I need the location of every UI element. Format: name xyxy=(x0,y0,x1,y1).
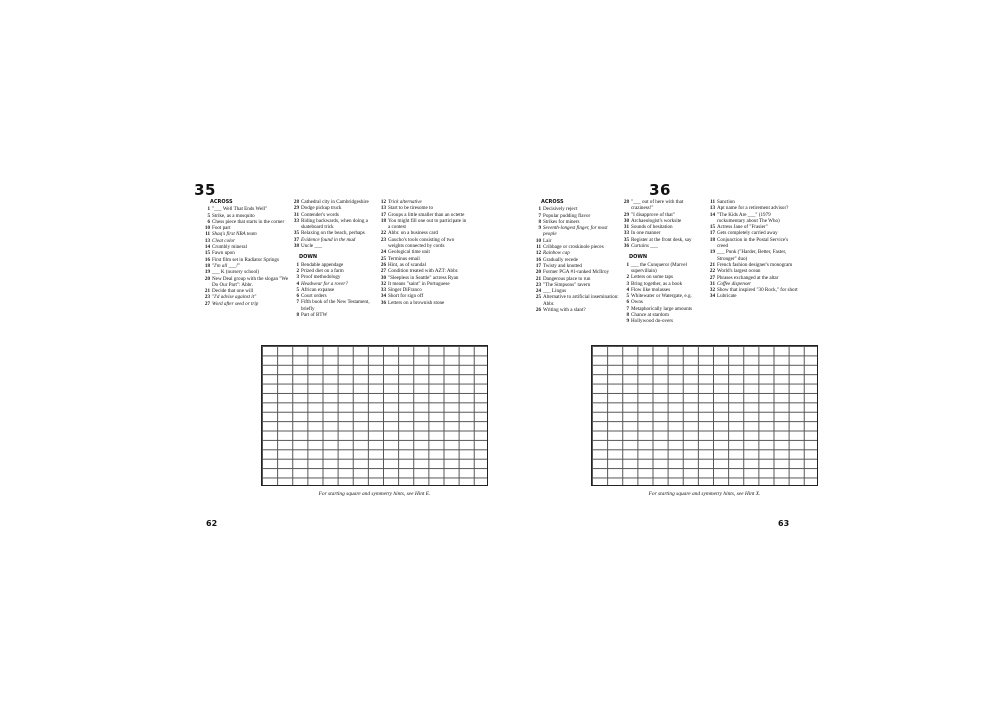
clue-number: 1 xyxy=(538,206,541,213)
clue-text: Decisively reject xyxy=(543,206,578,213)
clue-number: 9 xyxy=(538,225,541,232)
clue-number: 22 xyxy=(709,268,715,275)
clue-text: Foot part xyxy=(212,225,231,232)
across-heading: ACROSS xyxy=(210,199,233,205)
clue-text: Uncle ___ xyxy=(301,243,323,250)
clue-text: Terminus email xyxy=(388,255,420,262)
clue-number: 18 xyxy=(380,217,386,224)
clue-text: Seventh-longest finger, for most people xyxy=(543,225,608,238)
clue-text: Lair xyxy=(543,237,552,244)
clue-number: 14 xyxy=(204,244,210,251)
clue-text: Gaucho's tools consisting of two weights connected by cords xyxy=(388,236,455,250)
clue-text: Letters on some taps xyxy=(631,274,674,281)
clue-number: 36 xyxy=(380,299,386,306)
clue-text: "___ out of here with that craziness!" xyxy=(631,199,684,212)
clue-text: Actress Jane of "Frasier" xyxy=(717,224,768,231)
crossword-grid[interactable] xyxy=(261,345,488,486)
clue-text: Strike, as a mosquito xyxy=(212,212,255,219)
clue-number: 23 xyxy=(535,281,541,288)
clue-text: Cleat color xyxy=(212,237,236,244)
clue-number: 5 xyxy=(296,286,299,293)
clue-number: 19 xyxy=(204,269,210,276)
clue-number: 27 xyxy=(204,300,210,307)
clue-text: Abbr. on a business card xyxy=(388,230,438,237)
clue-text: Letters on a brownish stone xyxy=(388,299,445,306)
clue-text: Apt name for a retirement advisor? xyxy=(717,205,789,212)
clue-number: 6 xyxy=(626,299,629,306)
right-page xyxy=(500,0,1000,713)
clue-text: "I'd advise against it" xyxy=(212,294,257,301)
hint-note: For starting square and symmetry hints, see Hint E. xyxy=(318,491,431,497)
clue-text: Rainbow cap xyxy=(543,250,570,257)
clue-text: You might fill one out to participate in a contest xyxy=(388,217,467,231)
clue-number: 34 xyxy=(709,293,715,300)
clue-number: 19 xyxy=(709,249,715,256)
clue-number: 5 xyxy=(207,212,210,219)
clue-text: Dangerous place to run xyxy=(543,275,591,282)
clue-text: ___ the Conqueror (Marvel supervillain) xyxy=(631,261,687,274)
clue-text: Hollywood do-overs xyxy=(631,318,674,325)
clue-number: 32 xyxy=(380,280,386,287)
clue-item xyxy=(622,243,706,249)
clue-number: 11 xyxy=(536,244,541,251)
puzzle-number: 36 xyxy=(649,181,671,199)
clue-text: "The Kids Are ___" (1979 rockumentary about The Who) xyxy=(717,211,780,224)
clue-text: Flow like molasses xyxy=(631,286,671,293)
clue-column-2 xyxy=(292,199,376,318)
clue-item xyxy=(534,225,620,238)
clue-number: 4 xyxy=(626,286,629,293)
clue-text: Chance at stardom xyxy=(631,312,669,319)
clue-number: 11 xyxy=(205,231,210,238)
clue-text: "The Simpsons" tavern xyxy=(543,281,591,288)
clue-number: 7 xyxy=(626,305,629,312)
clue-item xyxy=(379,218,469,231)
clue-column-1 xyxy=(534,199,620,313)
clue-text: Phrases exchanged at the altar xyxy=(717,274,779,281)
clue-item xyxy=(534,294,620,307)
clue-text: Coffee dispenser xyxy=(717,280,752,287)
clue-number: 13 xyxy=(204,237,210,244)
clue-number: 1 xyxy=(207,206,210,213)
clue-number: 31 xyxy=(709,280,715,287)
clue-number: 33 xyxy=(380,287,386,294)
clue-number: 1 xyxy=(296,261,299,268)
clue-text: Condition treated with AZT: Abbr. xyxy=(388,268,459,275)
clue-number: 26 xyxy=(380,261,386,268)
clue-text: "I'm all ___!" xyxy=(212,262,241,269)
clue-column-2 xyxy=(622,199,706,325)
clue-text: Part of BTW xyxy=(301,312,328,319)
clue-number: 33 xyxy=(623,230,629,237)
clue-number: 32 xyxy=(709,287,715,294)
clue-number: 30 xyxy=(623,217,629,224)
clue-number: 17 xyxy=(709,230,715,237)
clue-text: Word after seed or trip xyxy=(212,300,259,307)
clue-text: Cathedral city in Cambridgeshire xyxy=(301,199,369,205)
clue-number: 28 xyxy=(623,199,629,205)
clue-text: Dodge pickup truck xyxy=(301,205,342,212)
clue-item xyxy=(534,307,620,313)
clue-number: 25 xyxy=(535,294,541,301)
clue-number: 5 xyxy=(626,293,629,300)
clue-number: 29 xyxy=(623,211,629,218)
clue-number: 37 xyxy=(293,236,299,243)
clue-item xyxy=(292,243,376,249)
clue-text: Sounds of hesitation xyxy=(631,224,673,231)
clue-number: 1 xyxy=(626,261,629,268)
page-number: 63 xyxy=(778,519,790,528)
clue-text: Popular pudding flavor xyxy=(543,212,591,219)
clue-number: 25 xyxy=(380,255,386,262)
clue-number: 30 xyxy=(380,274,386,281)
clue-text: Gets completely carried away xyxy=(717,230,778,237)
clue-number: 20 xyxy=(204,275,210,282)
clue-number: 6 xyxy=(296,293,299,300)
clue-number: 13 xyxy=(709,205,715,212)
clue-number: 16 xyxy=(204,256,210,263)
clue-number: 23 xyxy=(380,236,386,243)
clue-text: Trick alternative xyxy=(388,199,422,205)
down-heading: DOWN xyxy=(629,254,648,261)
clue-item xyxy=(203,276,289,289)
clue-text: Hint, as of scandal xyxy=(388,261,426,268)
clue-number: 21 xyxy=(204,288,210,295)
clue-number: 3 xyxy=(296,274,299,281)
clue-number: 8 xyxy=(626,312,629,319)
clue-text: Twisty and knotted xyxy=(543,262,582,269)
clue-number: 7 xyxy=(538,212,541,219)
clue-text: Short for sign off xyxy=(388,293,424,300)
clue-text: ___ Punk ("Harder, Better, Faster, Stronger" duo) xyxy=(717,249,787,262)
clue-text: Curtains ___ xyxy=(631,243,658,250)
clue-text: Cribbage or croskinole pieces xyxy=(543,244,604,251)
clue-item xyxy=(292,218,376,231)
clue-text: Register at the front desk, say xyxy=(631,236,692,243)
clue-text: Bendable appendage xyxy=(301,261,344,268)
clue-number: 20 xyxy=(535,269,541,276)
clue-item xyxy=(203,301,289,307)
clue-number: 8 xyxy=(296,312,299,319)
clue-number: 6 xyxy=(207,218,210,225)
clue-number: 29 xyxy=(293,205,299,212)
clue-number: 24 xyxy=(535,288,541,295)
clue-number: 14 xyxy=(709,211,715,218)
clue-text: ___ K (nursery school) xyxy=(212,269,260,276)
clue-text: Owns xyxy=(631,299,643,306)
clue-text: In one manner xyxy=(631,230,661,237)
clue-text: Conjunction in the Postal Service's creed xyxy=(717,236,789,250)
crossword-grid[interactable] xyxy=(591,345,818,486)
clue-number: 10 xyxy=(535,237,541,244)
clue-number: 12 xyxy=(380,199,386,205)
clue-item xyxy=(379,237,469,250)
clue-number: 18 xyxy=(709,236,715,243)
clue-text: Groups a little smaller than an octette xyxy=(388,211,465,218)
clue-text: Former PGA #1-ranked McIlroy xyxy=(543,269,610,276)
clue-text: Contender's words xyxy=(301,211,339,218)
clue-item xyxy=(708,249,798,262)
clue-text: Prized diet on a farm xyxy=(301,267,344,274)
clue-column-3 xyxy=(708,199,798,300)
clue-text: Show that inspired "30 Rock," for short xyxy=(717,287,798,294)
clue-number: 11 xyxy=(710,199,715,205)
clue-item xyxy=(708,212,798,225)
hint-note: For starting square and symmetry hints, see Hint X. xyxy=(648,491,761,497)
clue-text: Riding backwards, when doing a skateboard trick xyxy=(301,217,368,231)
clue-text: Decide that one will xyxy=(212,288,254,295)
clue-number: 26 xyxy=(535,307,541,314)
clue-number: 34 xyxy=(380,293,386,300)
clue-text: First film set in Radiator Springs xyxy=(212,256,279,263)
clue-text: Fawn upon xyxy=(212,250,235,257)
page-number: 62 xyxy=(206,519,218,528)
clue-number: 8 xyxy=(538,218,541,225)
clue-number: 10 xyxy=(204,225,210,232)
clue-number: 12 xyxy=(535,250,541,257)
clue-number: 27 xyxy=(380,268,386,275)
clue-number: 21 xyxy=(709,261,715,268)
down-heading: DOWN xyxy=(299,254,318,261)
clue-number: 13 xyxy=(380,205,386,212)
clue-text: Writing with a slant? xyxy=(543,307,586,314)
clue-text: French fashion designer's monogram xyxy=(717,261,793,268)
clue-item xyxy=(292,312,376,318)
clue-number: 18 xyxy=(204,262,210,269)
clue-number: 9 xyxy=(626,318,629,325)
clue-text: Court orders xyxy=(301,293,327,300)
clue-item xyxy=(708,293,798,299)
clue-number: 16 xyxy=(535,256,541,263)
clue-number: 15 xyxy=(709,224,715,231)
clue-text: Whitewater or Watergate, e.g. xyxy=(631,293,692,300)
clue-number: 35 xyxy=(623,236,629,243)
clue-text: Fifth book of the New Testament, briefly xyxy=(301,299,370,312)
clue-text: ___ Lingus xyxy=(543,288,567,295)
clue-number: 38 xyxy=(293,243,299,250)
clue-text: Alternative to artificial insemination: Abbr. xyxy=(543,294,619,307)
clue-item xyxy=(708,237,798,250)
clue-text: Bring together, as a book xyxy=(631,280,683,287)
clue-text: "Sleepless in Seattle" actress Ryan xyxy=(388,274,459,281)
clue-text: Archaeologist's worksite xyxy=(631,217,682,224)
clue-text: Headwear for a rover? xyxy=(301,280,348,287)
clue-number: 7 xyxy=(296,299,299,306)
clue-item xyxy=(622,199,706,212)
clue-number: 36 xyxy=(623,243,629,250)
clue-text: Evidence found in the mud xyxy=(301,236,356,243)
clue-text: Strikes for miners xyxy=(543,218,580,225)
clue-text: Proof methodology xyxy=(301,274,341,281)
clue-text: Start to be tiresome to xyxy=(388,205,433,212)
clue-text: World's largest ocean xyxy=(717,268,761,275)
across-heading: ACROSS xyxy=(541,199,564,205)
clue-column-3 xyxy=(379,199,469,306)
clue-number: 33 xyxy=(293,217,299,224)
clue-number: 3 xyxy=(626,280,629,287)
clue-number: 28 xyxy=(293,199,299,205)
clue-item xyxy=(622,318,706,324)
clue-column-1 xyxy=(203,199,289,307)
clue-number: 21 xyxy=(535,275,541,282)
clue-text: Lubricate xyxy=(717,293,737,300)
clue-text: "___ Well That Ends Well" xyxy=(212,206,268,213)
clue-text: Geological time unit xyxy=(388,249,430,256)
clue-text: Shaq's first NBA team xyxy=(212,231,257,238)
clue-number: 17 xyxy=(380,211,386,218)
clue-number: 31 xyxy=(293,211,299,218)
clue-text: Gradually recede xyxy=(543,256,578,263)
clue-text: African expanse xyxy=(301,286,335,293)
clue-text: Sanction xyxy=(717,199,735,205)
clue-number: 24 xyxy=(380,249,386,256)
clue-number: 31 xyxy=(623,224,629,231)
clue-text: Chess piece that starts in the corner xyxy=(212,218,285,225)
clue-text: "I disapprove of that" xyxy=(631,211,675,218)
clue-number: 35 xyxy=(293,230,299,237)
clue-number: 2 xyxy=(296,267,299,274)
clue-text: Relaxing on the beach, perhaps xyxy=(301,230,365,237)
clue-number: 23 xyxy=(204,294,210,301)
clue-text: New Deal group with the slogan "We Do Our Part": Abbr. xyxy=(212,275,289,288)
clue-number: 15 xyxy=(204,250,210,257)
clue-text: Metaphorically large amounts xyxy=(631,305,693,312)
puzzle-number: 35 xyxy=(194,181,216,199)
clue-number: 27 xyxy=(709,274,715,281)
clue-item xyxy=(292,299,376,312)
clue-number: 22 xyxy=(380,230,386,237)
clue-text: Crumbly mineral xyxy=(212,244,247,251)
clue-item xyxy=(622,262,706,275)
clue-item xyxy=(379,300,469,306)
clue-text: It means "saint" in Portuguese xyxy=(388,280,450,287)
clue-text: Singer DiFranco xyxy=(388,287,422,294)
clue-number: 17 xyxy=(535,262,541,269)
clue-number: 4 xyxy=(296,280,299,287)
clue-number: 2 xyxy=(626,274,629,281)
